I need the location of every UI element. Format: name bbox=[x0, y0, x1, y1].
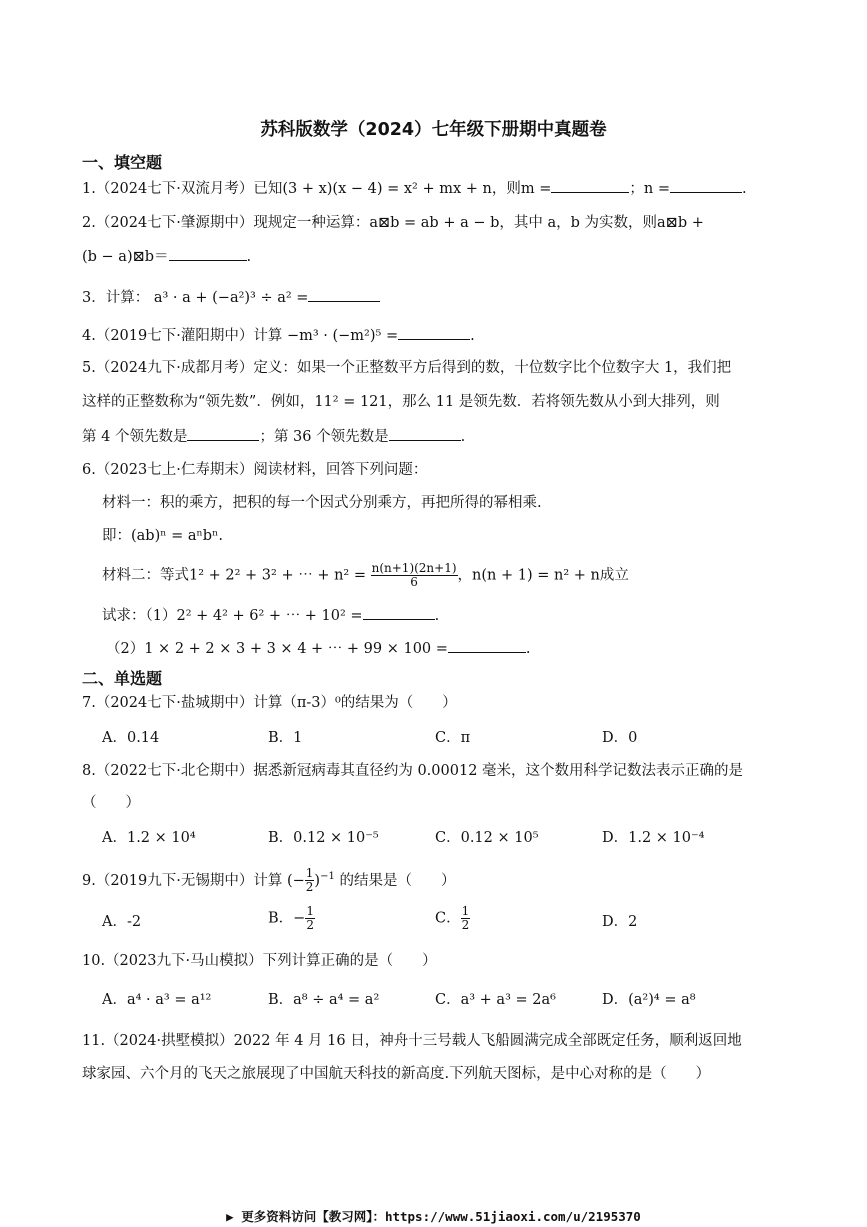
q2-expr: (b − a)⊠b＝ bbox=[82, 249, 169, 265]
fraction bbox=[461, 905, 471, 932]
q4-end: . bbox=[470, 328, 475, 344]
option-b bbox=[268, 905, 315, 932]
question-6-stem: 6.（2023七上·仁寿期末）阅读材料，回答下列问题： bbox=[82, 462, 428, 478]
option-b: B．0.12 × 10⁻⁵ bbox=[268, 830, 379, 846]
q9-paren-open: (− bbox=[286, 872, 305, 889]
section-heading-single-choice: 二、单选题 bbox=[82, 669, 163, 688]
fraction bbox=[305, 867, 315, 894]
fraction-denominator: 6 bbox=[410, 575, 418, 589]
option-b: B．a⁸ ÷ a⁴ = a² bbox=[268, 992, 380, 1008]
option-a: A．0.14 bbox=[102, 730, 160, 746]
material-1-formula: 即：(ab)ⁿ = aⁿbⁿ. bbox=[102, 528, 223, 544]
answer-blank bbox=[670, 177, 742, 193]
question-3 bbox=[82, 286, 380, 309]
fraction-numerator: n(n+1)(2n+1) bbox=[371, 561, 457, 575]
option-b-label: B．− bbox=[268, 910, 306, 927]
q4-text: 4.（2019七下·灌阳期中）计算 −m³ · (−m²)⁵ = bbox=[82, 328, 399, 344]
q1-text-2: ；n = bbox=[629, 181, 670, 197]
fraction-denominator: 2 bbox=[461, 918, 470, 932]
fraction-numerator: 1 bbox=[305, 866, 314, 881]
fraction-denominator: 2 bbox=[306, 918, 314, 932]
question-7-stem: 7.（2024七下·盐城期中）计算（π-3）⁰的结果为（ ） bbox=[82, 695, 457, 711]
answer-blank bbox=[169, 245, 247, 261]
q9-text: 9.（2019九下·无锡期中）计算 bbox=[82, 872, 283, 889]
answer-blank bbox=[308, 286, 380, 302]
q2-end: . bbox=[246, 249, 252, 265]
q9-text-2: 的结果是（ ） bbox=[339, 872, 456, 889]
fraction bbox=[305, 905, 315, 932]
option-a: A．1.2 × 10⁴ bbox=[102, 830, 196, 846]
material-2-text: 材料二：等式1² + 2² + 3² + ⋯ + n² = bbox=[102, 567, 366, 584]
material-1: 材料一：积的乘方，把积的每一个因式分别乘方，再把所得的幂相乘. bbox=[102, 495, 542, 511]
question-8-stem: 8.（2022七下·北仑期中）据悉新冠病毒其直径约为 0.00012 毫米，这个数用科学记数法表示正确的是 bbox=[82, 763, 744, 779]
q5-text-3: . bbox=[460, 429, 466, 445]
question-6-part-1 bbox=[102, 604, 439, 627]
part-1-text: 试求：（1）2² + 4² + 6² + ⋯ + 10² = bbox=[102, 608, 363, 624]
q1-text: 1.（2024七下·双流月考）已知(3 + x)(x − 4) = x² + mx + n，则m = bbox=[82, 181, 552, 197]
question-5-line-3 bbox=[82, 425, 465, 448]
question-5-line-1: 5.（2024九下·成都月考）定义：如果一个正整数平方后得到的数，十位数字比个位数字大 1，我们把 bbox=[82, 360, 732, 376]
option-d: D．0 bbox=[602, 730, 638, 746]
answer-blank bbox=[389, 425, 461, 441]
part-2-text: （2）1 × 2 + 2 × 3 + 3 × 4 + ⋯ + 99 × 100 = bbox=[106, 641, 448, 657]
question-5-line-2: 这样的正整数称为“领先数”．例如，11² = 121，那么 11 是领先数．若将领先数从小到大排列，则 bbox=[82, 394, 720, 410]
option-c-label: C． bbox=[435, 910, 461, 927]
answer-blank bbox=[398, 324, 470, 340]
q9-exponent: −1 bbox=[320, 871, 335, 882]
option-c: C．0.12 × 10⁵ bbox=[435, 830, 539, 846]
question-6-part-2 bbox=[106, 637, 531, 660]
question-4 bbox=[82, 324, 475, 347]
question-10-stem: 10.（2023九下·马山模拟）下列计算正确的是（ ） bbox=[82, 953, 437, 969]
option-a: A．a⁴ · a³ = a¹² bbox=[102, 992, 212, 1008]
option-d: D．1.2 × 10⁻⁴ bbox=[602, 830, 705, 846]
part-1-end: . bbox=[434, 608, 440, 624]
question-11-line-2: 球家园、六个月的飞天之旅展现了中国航天科技的新高度.下列航天图标，是中心对称的是（ ） bbox=[82, 1066, 711, 1082]
question-2-line-2 bbox=[82, 245, 251, 268]
q5-text: 第 4 个领先数是 bbox=[82, 429, 188, 445]
question-8-stem-2: （ ） bbox=[82, 795, 140, 811]
q5-text-2: ；第 36 个领先数是 bbox=[259, 429, 389, 445]
document-title: 苏科版数学（2024）七年级下册期中真题卷 bbox=[260, 120, 607, 140]
option-b: B．1 bbox=[268, 730, 303, 746]
fraction-numerator: 1 bbox=[461, 904, 470, 918]
answer-blank bbox=[551, 177, 629, 193]
material-2-text-2: ，n(n + 1) = n² + n成立 bbox=[457, 567, 629, 584]
q3-text: 3．计算： a³ · a + (−a²)³ ÷ a² = bbox=[82, 290, 309, 306]
option-c: C．a³ + a³ = 2a⁶ bbox=[435, 992, 556, 1008]
fraction-numerator: 1 bbox=[306, 904, 314, 918]
part-2-end: . bbox=[525, 641, 531, 657]
fraction-denominator: 2 bbox=[305, 880, 314, 895]
option-a: A．-2 bbox=[102, 914, 142, 930]
fraction bbox=[371, 562, 458, 589]
answer-blank bbox=[448, 637, 526, 653]
answer-blank bbox=[363, 604, 435, 620]
option-d: D．(a²)⁴ = a⁸ bbox=[602, 992, 696, 1008]
answer-blank bbox=[187, 425, 259, 441]
question-1 bbox=[82, 177, 747, 200]
option-d: D．2 bbox=[602, 914, 638, 930]
footer-link[interactable]: ▶ 更多资料访问【教习网】：https://www.51jiaoxi.com/u/2195370 bbox=[226, 1209, 641, 1224]
option-c bbox=[435, 905, 470, 932]
q1-text-3: . bbox=[742, 181, 747, 197]
section-heading-fill-in: 一、填空题 bbox=[82, 153, 163, 172]
option-c: C．π bbox=[435, 730, 471, 746]
question-2-line-1: 2.（2024七下·肇源期中）现规定一种运算：a⊠b = ab + a − b，其中 a，b 为实数，则a⊠b + bbox=[82, 215, 704, 231]
question-9-stem bbox=[82, 866, 455, 894]
q9-paren-close: ) bbox=[314, 872, 321, 889]
material-2 bbox=[102, 562, 629, 589]
question-11-line-1: 11.（2024·拱墅模拟）2022 年 4 月 16 日，神舟十三号载人飞船圆满完成全部既定任务，顺利返回地 bbox=[82, 1033, 742, 1049]
